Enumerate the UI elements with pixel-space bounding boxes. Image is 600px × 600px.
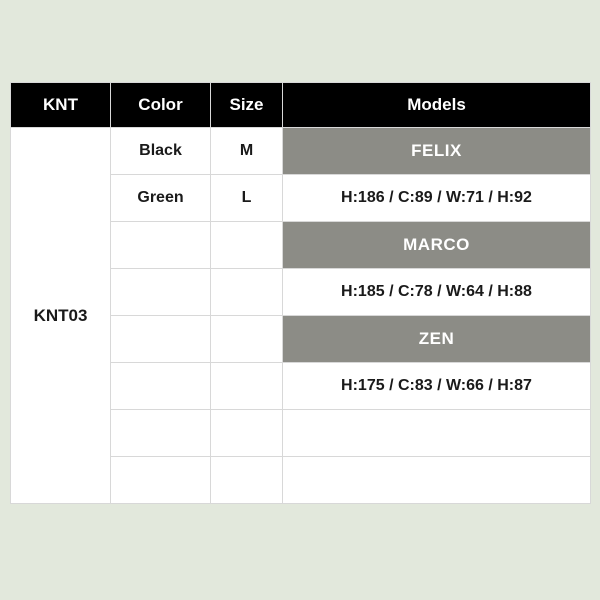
model-measurements-cell: H:185 / C:78 / W:64 / H:88 bbox=[283, 269, 591, 316]
model-name-cell: ZEN bbox=[283, 316, 591, 363]
size-cell bbox=[211, 457, 283, 504]
color-cell bbox=[111, 222, 211, 269]
spec-table-container bbox=[10, 82, 590, 504]
color-cell: Black bbox=[111, 128, 211, 175]
header-models: Models bbox=[283, 83, 591, 128]
header-color: Color bbox=[111, 83, 211, 128]
empty-models-cell bbox=[283, 410, 591, 457]
size-cell bbox=[211, 222, 283, 269]
size-cell bbox=[211, 269, 283, 316]
model-name-cell: MARCO bbox=[283, 222, 591, 269]
size-cell bbox=[211, 363, 283, 410]
table-header-row bbox=[11, 83, 591, 128]
size-cell bbox=[211, 410, 283, 457]
color-cell bbox=[111, 316, 211, 363]
empty-models-cell bbox=[283, 457, 591, 504]
color-cell bbox=[111, 410, 211, 457]
color-cell bbox=[111, 269, 211, 316]
spec-table bbox=[10, 82, 591, 504]
table-row bbox=[11, 128, 591, 175]
color-cell: Green bbox=[111, 175, 211, 222]
size-cell bbox=[211, 316, 283, 363]
header-size: Size bbox=[211, 83, 283, 128]
knt-code-cell: KNT03 bbox=[11, 128, 111, 504]
color-cell bbox=[111, 457, 211, 504]
header-knt: KNT bbox=[11, 83, 111, 128]
model-measurements-cell: H:186 / C:89 / W:71 / H:92 bbox=[283, 175, 591, 222]
model-name-cell: FELIX bbox=[283, 128, 591, 175]
model-measurements-cell: H:175 / C:83 / W:66 / H:87 bbox=[283, 363, 591, 410]
size-cell: M bbox=[211, 128, 283, 175]
color-cell bbox=[111, 363, 211, 410]
size-cell: L bbox=[211, 175, 283, 222]
